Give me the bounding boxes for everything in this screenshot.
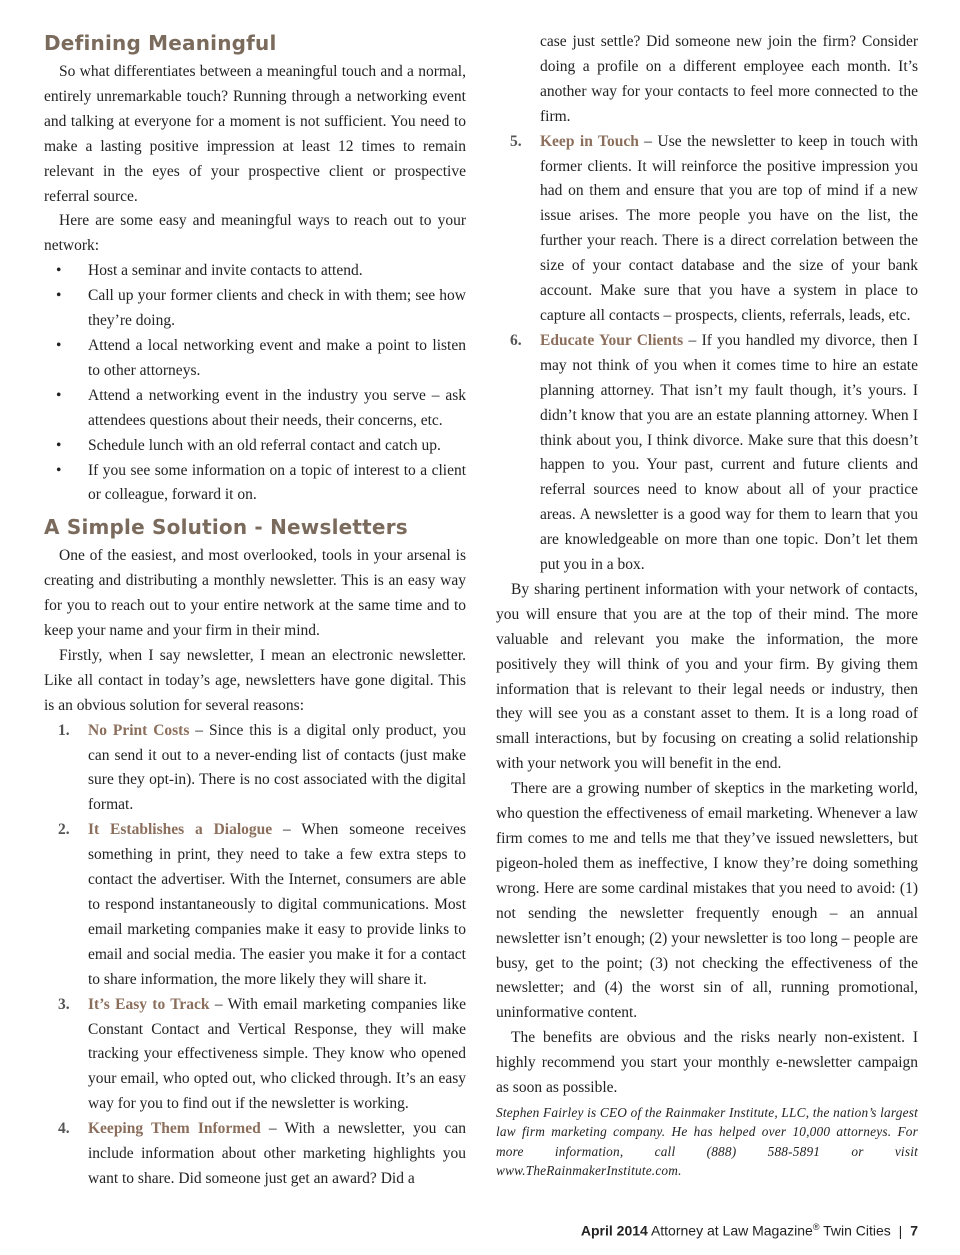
list-item: • Call up your former clients and check in with them; see how they’re doing. [44, 284, 466, 334]
paragraph: The benefits are obvious and the risks nearly non-existent. I highly recommend you start your monthly e-newsletter campaign as soon as possible. [496, 1029, 918, 1097]
list-item: 6. Educate Your Clients – If you handled my divorce, then I may not think of you when it comes time to hire an estate planning attorney. That isn’t my fault though, it’s yours. I didn’t know that you are an estate planning attorney. When I think about you, I think divorce. Make sure that this doesn’t happen to you. Your past, current and future clients and referral sources need to know about all of your practice areas. A newsletter is a good way for them to learn that you are knowledgeable on more than one topic. Don’t let them put you in a box. [510, 331, 918, 574]
list-item: 5. Keep in Touch – Use the newsletter to keep in touch with former clients. It will reinforce the positive impression you had on them and ensure that you are top of mind if a new issue arises. The more people you have on the list, the further your reach. There is a direct correlation between the size of your contact database and the size of your bank account. Make sure that you have a system in place to capture all contacts – prospects, clients, referrals, leads, etc. [510, 132, 918, 324]
footer-publication: Attorney at Law Magazine [650, 1222, 813, 1239]
paragraph: By sharing pertinent information with your network of contacts, you will ensure that you are at the top of their mind. The more valuable and relevant you make the information, the more positively they will think of you and your firm. By giving them information that is relevant to their legal needs or industry, then they will see you as a constant asset to them. It is a long road of small interactions, but by focusing on creating a solid relationship with your network you will benefit in the end. [496, 580, 918, 773]
item-term: No Print Costs [88, 721, 190, 739]
list-item: 4. Keeping Them Informed – With a newsletter, you can include information about other marketing highlights you want to share. Did someone just get an award? Did a [58, 1120, 466, 1187]
page-number: 7 [910, 1222, 918, 1239]
list-item: 1. No Print Costs – Since this is a digital only product, you can send it out to a never-ending list of contacts (just make sure they opt-in). There is no cost associated with the digital format. [58, 721, 466, 814]
item-term: Educate Your Clients [540, 331, 684, 349]
reasons-list-continued [496, 130, 918, 578]
paragraph: One of the easiest, and most overlooked, tools in your arsenal is creating and distributing a monthly newsletter. This is an easy way for you to reach out to your entire network at the same time and to keep your name and your firm in their mind. [44, 547, 466, 640]
footer-registered-mark: ® [812, 1222, 820, 1232]
paragraph: So what differentiates between a meaningful touch and a normal, entirely unremarkable touch? Running through a networking event and talking at everyone for a moment is not sufficient. You need to make a lasting positive impression at least 12 times to remain relevant in the eyes of your prospective client or prospective referral source. [44, 63, 466, 205]
paragraph: There are a growing number of skeptics in the marketing world, who question the effectiveness of email marketing. Whenever a law firm comes to me and tells me that they’ve issued newsletters, but pigeon-holed them as ineffective, I know they’re doing something wrong. Here are some cardinal mistakes that you need to avoid: (1) not sending the newsletter frequently enough – an annual newsletter isn’t enough; (2) your newsletter is too long – people are busy, get to the point; (3) not checking the effectiveness of the newsletter; and (4) the worst sin of all, running promotional, uninformative content. [496, 780, 918, 1022]
item-term: It Establishes a Dialogue [88, 821, 273, 839]
list-item: 3. It’s Easy to Track – With email marketing companies like Constant Contact and Vertical Response, they will make tracking your effectiveness simple. They know who opened your email, who opted out, who clicked through. It’s an easy way for you to find out if the newsletter is working. [58, 995, 466, 1113]
list-item: • Attend a networking event in the industry you serve – ask attendees questions about their needs, their concerns, etc. [44, 384, 466, 434]
item-term: Keeping Them Informed [88, 1120, 261, 1138]
reasons-list [44, 719, 466, 1192]
list-item-continuation: case just settle? Did someone new join the firm? Consider doing a profile on a different employee each month. It’s another way for your contacts to feel more connected to the firm. [540, 33, 918, 125]
paragraph: Firstly, when I say newsletter, I mean an electronic newsletter. Like all contact in today’s age, newsletters have gone digital. This is an obvious solution for several reasons: [44, 646, 466, 714]
right-column [496, 30, 918, 1181]
page-footer [581, 1222, 918, 1239]
list-item: • Host a seminar and invite contacts to attend. [44, 259, 466, 284]
list-item: • If you see some information on a topic of interest to a client or colleague, forward it on. [44, 459, 466, 509]
paragraph: Here are some easy and meaningful ways to reach out to your network: [44, 212, 466, 255]
ways-list [44, 259, 466, 508]
list-item: • Schedule lunch with an old referral contact and catch up. [44, 434, 466, 459]
item-term: Keep in Touch [540, 132, 639, 150]
item-term: It’s Easy to Track [88, 995, 210, 1013]
footer-city: Twin Cities [823, 1222, 891, 1239]
heading-simple-solution: A Simple Solution - Newsletters [44, 515, 408, 540]
footer-separator: | [898, 1222, 903, 1239]
list-item: • Attend a local networking event and make a point to listen to other attorneys. [44, 334, 466, 384]
author-byline: Stephen Fairley is CEO of the Rainmaker Institute, LLC, the nation’s largest law firm marketing company. He has helped over 10,000 attorneys. For more information, call (888) 588-5891 or visit www.TheRainmakerInstitute.com. [496, 1104, 918, 1179]
heading-defining-meaningful: Defining Meaningful [44, 31, 277, 55]
left-column [44, 30, 466, 1192]
list-item: 2. It Establishes a Dialogue – When someone receives something in print, they need to take a few extra steps to contact the advertiser. With the Internet, consumers are able to respond instantaneously to digital communications. Most email marketing companies make it easy to provide links to email and social media. The easier you make it for a contact to share information, the more likely they will share it. [58, 821, 466, 988]
footer-month: April 2014 [580, 1222, 648, 1239]
